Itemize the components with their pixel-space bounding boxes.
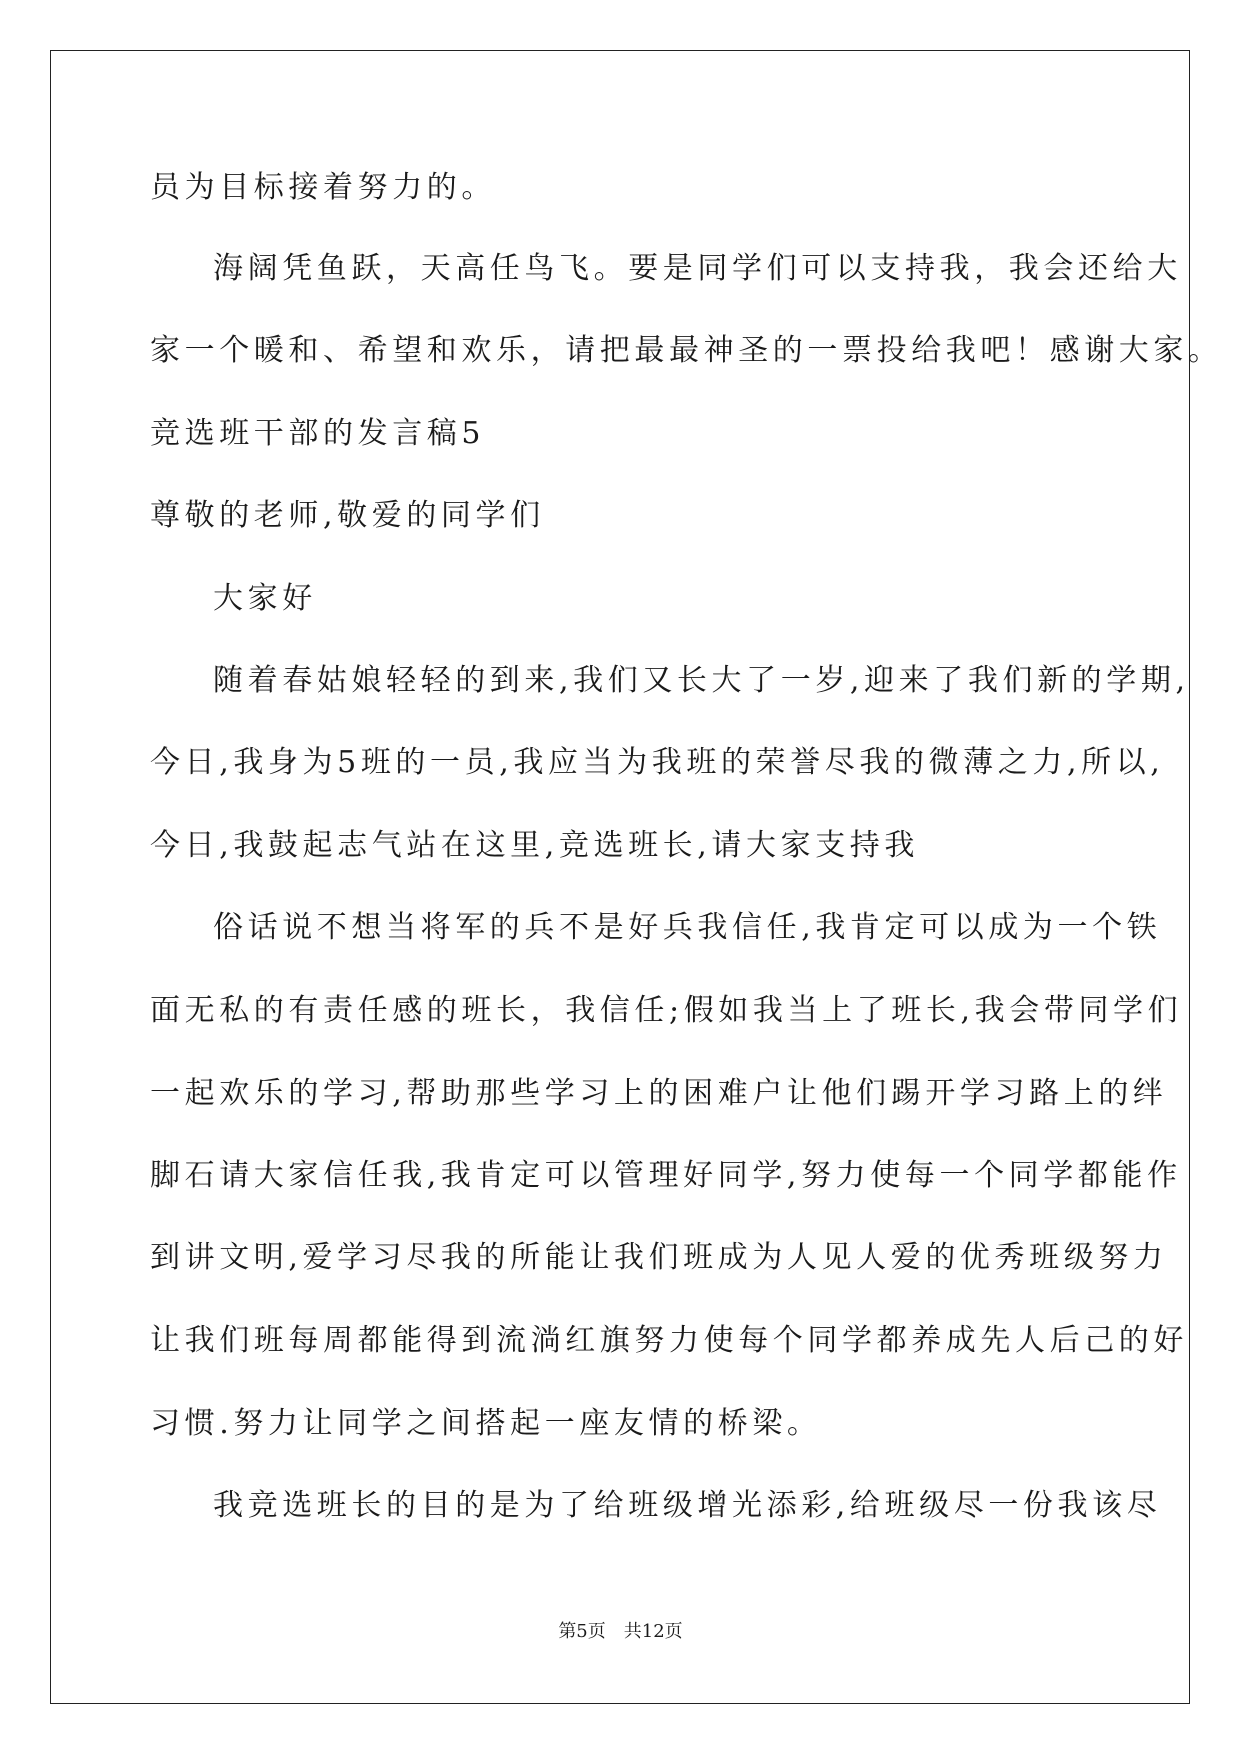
text-line: 随着春姑娘轻轻的到来,我们又长大了一岁,迎来了我们新的学期,: [213, 663, 1190, 698]
text-line: 让我们班每周都能得到流淌红旗努力使每个同学都养成先人后己的好: [150, 1323, 1188, 1358]
text-line: 员为目标接着努力的。: [150, 170, 496, 205]
text-line: 到讲文明,爱学习尽我的所能让我们班成为人见人爱的优秀班级努力: [150, 1240, 1168, 1275]
page-number-footer: 第5页 共12页: [558, 1621, 683, 1642]
text-line: 海阔凭鱼跃，天高任鸟飞。要是同学们可以支持我，我会还给大: [213, 251, 1182, 286]
greeting: 大家好: [213, 581, 317, 616]
text-line: 今日,我鼓起志气站在这里,竞选班长,请大家支持我: [150, 828, 920, 863]
text-line: 脚石请大家信任我,我肯定可以管理好同学,努力使每一个同学都能作: [150, 1158, 1182, 1193]
section-heading: 竞选班干部的发言稿5: [150, 416, 486, 451]
text-line: 面无私的有责任感的班长，我信任;假如我当上了班长,我会带同学们: [150, 993, 1183, 1028]
page-border: [50, 50, 1190, 1704]
text-line: 习惯.努力让同学之间搭起一座友情的桥梁。: [150, 1406, 822, 1441]
text-line: 一起欢乐的学习,帮助那些学习上的困难户让他们踢开学习路上的绊: [150, 1076, 1168, 1111]
text-line: 我竞选班长的目的是为了给班级增光添彩,给班级尽一份我该尽: [213, 1488, 1162, 1523]
text-line: 今日,我身为5班的一员,我应当为我班的荣誉尽我的微薄之力,所以,: [150, 745, 1165, 780]
text-line: 俗话说不想当将军的兵不是好兵我信任,我肯定可以成为一个铁: [213, 910, 1162, 945]
salutation: 尊敬的老师,敬爱的同学们: [150, 498, 545, 533]
text-line: 家一个暖和、希望和欢乐，请把最最神圣的一票投给我吧！感谢大家。: [150, 333, 1223, 368]
